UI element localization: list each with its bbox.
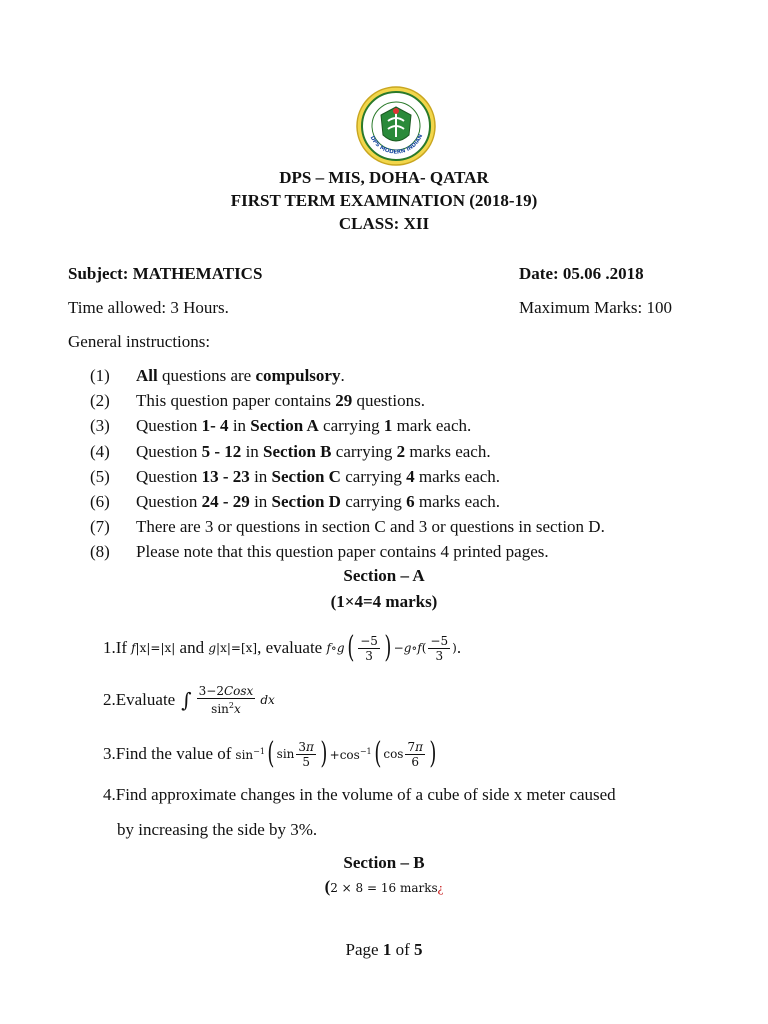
instruction-part: Question	[136, 441, 202, 461]
school-logo	[355, 85, 437, 167]
school-name: DPS – MIS, DOHA- QATAR	[279, 168, 489, 187]
section-b-title: Section – B	[343, 853, 425, 872]
exam-title: FIRST TERM EXAMINATION (2018-19)	[230, 191, 538, 210]
page-number: 1	[382, 940, 392, 959]
subject-label: Subject:	[68, 264, 129, 283]
question-1: 1.If f |x|=|x| and g |x|=[x] , evaluate f ∘ g ( $\frac{-5}{3}$ ) − g ∘ f ( $\frac{-5}{3}$ ) .	[103, 630, 462, 665]
instruction-part: carrying	[331, 441, 397, 461]
instruction-part: Question	[136, 492, 202, 511]
section-b-open-paren: (	[324, 877, 331, 896]
instruction-part: questions are	[157, 366, 256, 385]
subject-line	[68, 264, 262, 284]
q1-evaluate: , evaluate	[257, 638, 327, 657]
question-3: 3.Find the value of $\sin^{-1}$ ( sin $\frac{3\pi}{5}$ ) $+\cos^{-1}$ ( cos $\frac{7\pi}{6}$ )	[103, 736, 437, 771]
question-4-line-1: 4.Find approximate changes in the volume of a cube of side x meter caused	[103, 785, 616, 804]
instruction-part: Section C	[271, 466, 341, 486]
instruction-part: 29	[335, 391, 353, 411]
instruction-text	[136, 492, 500, 512]
instruction-part: Question	[136, 466, 202, 486]
section-a-title: Section – A	[343, 566, 425, 585]
instruction-text	[136, 467, 500, 487]
instruction-part: All	[136, 366, 158, 385]
instruction-part: carrying	[340, 466, 407, 486]
instruction-number: (7)	[90, 517, 110, 537]
instruction-part: This question paper contains	[136, 391, 336, 411]
general-instructions-heading: General instructions:	[68, 332, 211, 351]
instruction-part: mark each.	[392, 416, 472, 436]
instruction-number: (2)	[90, 391, 110, 411]
instruction-part: 2	[396, 441, 406, 461]
instruction-part: Section B	[263, 441, 332, 461]
instruction-part: Section D	[271, 492, 341, 511]
instruction-part: 13 - 23	[201, 466, 250, 486]
section-b-close-char: ¿	[437, 880, 444, 895]
section-a-marks: (1×4=4 marks)	[330, 592, 438, 611]
instruction-part: marks each.	[414, 466, 501, 486]
instruction-part: marks each.	[405, 441, 491, 461]
instruction-part: in	[249, 466, 272, 486]
instruction-part: There are 3 or questions in section C and 3 or questions in section D.	[136, 517, 605, 537]
instruction-number: (5)	[90, 466, 110, 486]
instruction-number: (1)	[90, 366, 110, 385]
instruction-part: carrying	[340, 492, 407, 511]
instruction-text	[136, 366, 345, 386]
instruction-part: 4	[406, 466, 415, 486]
date-value: 05.06 .2018	[562, 264, 644, 283]
instruction-part: marks each.	[414, 492, 501, 511]
instruction-part: questions.	[352, 391, 425, 411]
maximum-marks: Maximum Marks: 100	[519, 298, 672, 317]
instruction-number: (4)	[90, 441, 110, 461]
instruction-part: in	[241, 441, 264, 461]
instruction-text	[136, 517, 605, 537]
section-b-marks-expr: 2 × 8 = 16 marks	[330, 881, 438, 895]
instruction-number: (6)	[90, 492, 110, 511]
instruction-number: (8)	[90, 542, 110, 562]
q3-prefix: 3.Find the value of	[103, 744, 232, 763]
instruction-part: 1- 4	[201, 416, 229, 436]
subject-value: MATHEMATICS	[132, 264, 263, 283]
q1-and: and	[175, 638, 209, 657]
instruction-part: compulsory	[255, 366, 341, 385]
page-mid: of	[391, 940, 414, 959]
class-title: CLASS: XII	[338, 214, 430, 233]
instruction-part: Please note that this question paper contains 4 printed pages.	[136, 542, 549, 562]
date-label: Date:	[519, 264, 559, 283]
instruction-part: 6	[406, 492, 415, 511]
q1-prefix: 1.If	[103, 638, 128, 657]
instruction-text	[136, 416, 471, 436]
page-footer	[0, 940, 768, 960]
question-2: 2.Evaluate ∫ $\frac{\text{3−2Cosx}}{\sin^2x}$ dx	[103, 684, 275, 716]
instruction-part: carrying	[318, 416, 384, 436]
page-prefix: Page	[345, 940, 383, 959]
svg-text:DPS MODERN INDIAN SCHOOL: DPS MODERN INDIAN	[368, 133, 425, 156]
question-4-line-2: by increasing the side by 3%.	[117, 820, 318, 839]
instruction-part: 1	[383, 416, 393, 436]
date-line	[519, 264, 644, 284]
instruction-part: 5 - 12	[201, 441, 242, 461]
q2-prefix: 2.Evaluate	[103, 690, 176, 709]
instruction-part: 24 - 29	[201, 492, 250, 511]
instruction-number: (3)	[90, 416, 110, 436]
instruction-text	[136, 391, 425, 411]
q1-f-def: f	[131, 641, 136, 655]
instruction-part: .	[340, 366, 345, 385]
instruction-text	[136, 542, 549, 562]
section-b-marks	[0, 877, 768, 897]
time-allowed: Time allowed: 3 Hours.	[68, 298, 229, 317]
instruction-part: Section A	[250, 416, 319, 436]
page-total: 5	[413, 940, 423, 959]
instruction-part: in	[249, 492, 272, 511]
instruction-text	[136, 442, 491, 462]
instruction-part: in	[228, 416, 251, 436]
instruction-part: Question	[136, 416, 202, 436]
